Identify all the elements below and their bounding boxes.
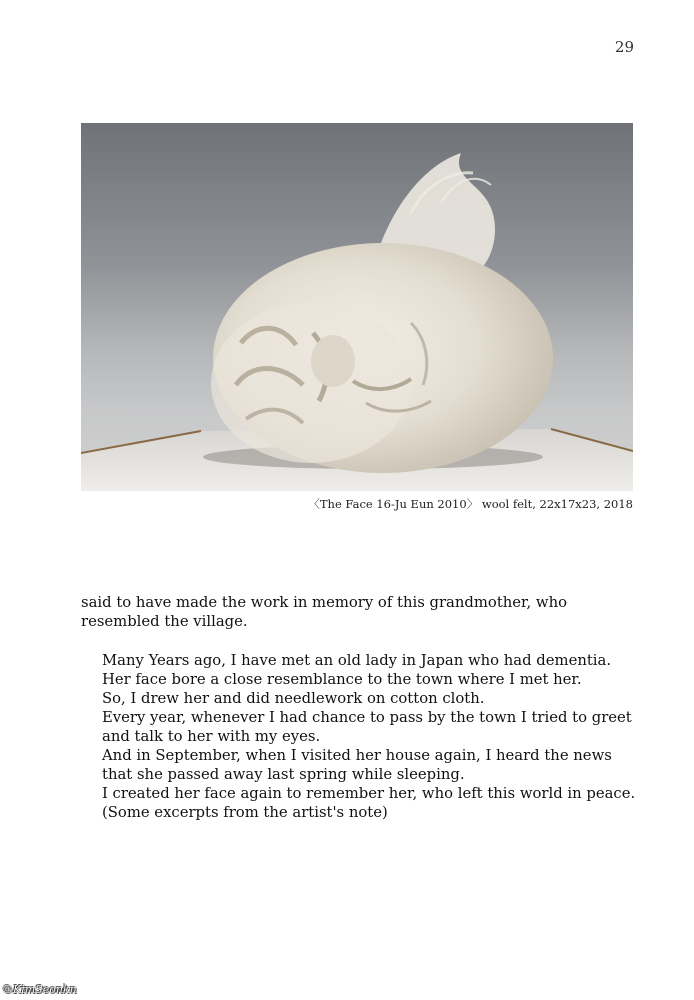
quote-line: (Some excerpts from the artist's note)	[102, 804, 388, 821]
artwork-photo	[81, 123, 633, 491]
body-text	[81, 593, 641, 822]
quote-line: Her face bore a close resemblance to the town where I met her.	[102, 671, 582, 688]
intro-paragraph: said to have made the work in memory of this grandmother, who resembled the village.	[81, 594, 568, 630]
quote-line: So, I drew her and did needlework on cotton cloth.	[102, 690, 485, 707]
page-number: 29	[614, 38, 634, 56]
quote-line: And in September, when I visited her house again, I heard the news that she passed away last spring while sleeping.	[102, 747, 612, 783]
quote-line: Many Years ago, I have met an old lady in Japan who had dementia.	[102, 652, 612, 669]
artist-note-quote	[81, 651, 641, 822]
felt-face-illustration	[81, 123, 633, 491]
figure-caption: 〈The Face 16-Ju Eun 2010〉 wool felt, 22x17x23, 2018	[308, 497, 633, 511]
quote-line: Every year, whenever I had chance to pass by the town I tried to greet and talk to her with my eyes.	[102, 709, 632, 745]
quote-line: I created her face again to remember her, who left this world in peace.	[102, 785, 636, 802]
watermark-signature: ©KimSeonkn	[2, 983, 77, 996]
